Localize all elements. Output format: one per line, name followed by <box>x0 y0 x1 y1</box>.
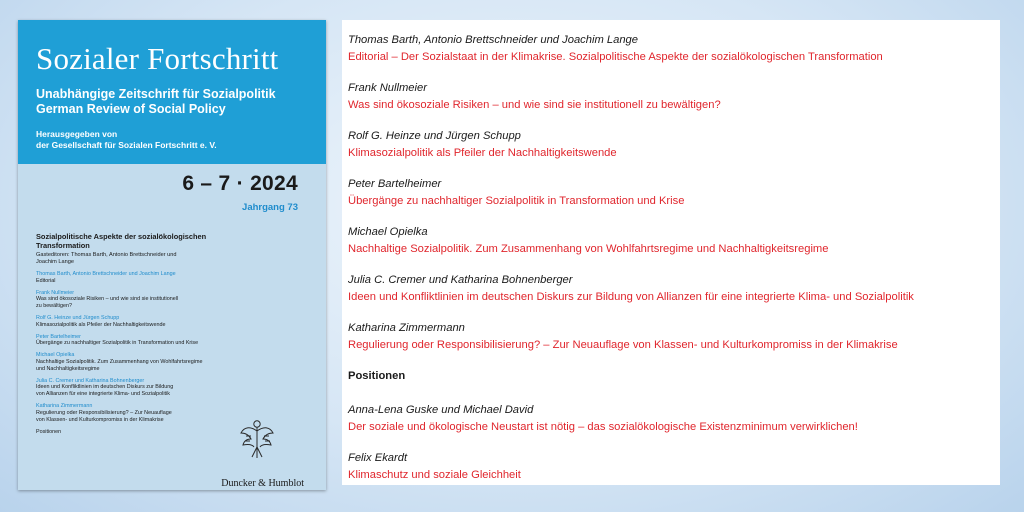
position-author: Felix Ekardt <box>348 452 408 464</box>
article-author: Frank Nullmeier <box>348 82 427 94</box>
article-title: Editorial – Der Sozialstaat in der Klimakrise. Sozialpolitische Aspekte der sozialökologischen Transformation <box>348 51 883 63</box>
cover-toc-author: Frank Nullmeier <box>36 289 75 296</box>
cover-table-of-contents <box>36 232 226 435</box>
article-entry <box>348 225 1000 273</box>
cover-toc-entry <box>36 378 226 398</box>
cover-editor-line1: Herausgegeben von <box>36 129 118 139</box>
article-entry <box>348 177 1000 225</box>
article-entry <box>348 33 1000 81</box>
cover-toc-author: Peter Bartelheimer <box>36 333 81 340</box>
cover-positions-label: Positionen <box>36 429 62 436</box>
cover-header <box>18 20 326 164</box>
article-entry <box>348 81 1000 129</box>
article-entry <box>348 129 1000 177</box>
cover-toc-title: Klimasozialpolitik als Pfeiler der Nachhaltigkeitswende <box>36 321 166 328</box>
cover-toc-title-cont: von Allianzen für eine integrierte Klima- und Sozialpolitik <box>36 391 170 398</box>
article-title: Übergänge zu nachhaltiger Sozialpolitik in Transformation und Krise <box>348 195 685 207</box>
cover-toc-title: Regulierung oder Responsibilisierung? – Zur Neuauflage <box>36 409 172 416</box>
article-author: Thomas Barth, Antonio Brettschneider und Joachim Lange <box>348 34 639 46</box>
article-title: Nachhaltige Sozialpolitik. Zum Zusammenhang von Wohlfahrtsregime und Nachhaltigkeitsregime <box>348 243 829 255</box>
cover-toc-title-cont: von Klassen- und Kulturkompromiss in der Klimakrise <box>36 416 164 423</box>
contents-panel <box>342 20 1000 485</box>
cover-toc-title-cont: und Nachhaltigkeitsregime <box>36 365 100 372</box>
article-entry <box>348 321 1000 369</box>
cover-toc-title: Was sind ökosoziale Risiken – und wie sind sie institutionell <box>36 296 179 303</box>
cover-toc-entry <box>36 315 226 329</box>
cover-toc-entry <box>36 271 226 285</box>
article-author: Julia C. Cremer und Katharina Bohnenberger <box>348 274 573 286</box>
cover-toc-author: Thomas Barth, Antonio Brettschneider und Joachim Lange <box>36 271 176 277</box>
article-title: Regulierung oder Responsibilisierung? – Zur Neuauflage von Klassen- und Kulturkompromiss in der Klimakrise <box>348 339 898 351</box>
article-author: Peter Bartelheimer <box>348 178 442 190</box>
position-title: Klimaschutz und soziale Gleichheit <box>348 469 521 481</box>
article-entry <box>348 273 1000 321</box>
article-title: Was sind ökosoziale Risiken – und wie sind sie institutionell zu bewältigen? <box>348 99 721 111</box>
cover-subtitle-en: German Review of Social Policy <box>36 102 226 116</box>
article-title: Klimasozialpolitik als Pfeiler der Nachhaltigkeitswende <box>348 147 617 159</box>
cover-toc-title-cont: zu bewältigen? <box>36 303 72 310</box>
position-entry <box>348 451 1000 499</box>
position-title: Der soziale und ökologische Neustart ist nötig – das sozialökologische Existenzminimum verwirklichen! <box>348 421 858 433</box>
article-author: Rolf G. Heinze und Jürgen Schupp <box>348 130 521 142</box>
section-heading-positionen: Positionen <box>348 370 406 382</box>
cover-theme-line2: Transformation <box>36 241 90 250</box>
cover-editor-line2: der Gesellschaft für Sozialen Fortschritt e. V. <box>36 139 217 150</box>
cover-subtitle-de: Unabhängige Zeitschrift für Sozialpolitik <box>36 87 276 101</box>
cover-guest-line2: Joachim Lange <box>36 259 74 265</box>
cover-toc-author: Rolf G. Heinze und Jürgen Schupp <box>36 314 120 321</box>
cover-editor <box>36 129 326 150</box>
cover-toc-entry <box>36 352 226 372</box>
cover-toc-author: Julia C. Cremer und Katharina Bohnenberger <box>36 377 145 384</box>
cover-theme-line1: Sozialpolitische Aspekte der sozialökologischen <box>36 232 207 241</box>
cover-guest-editors <box>36 252 226 266</box>
cover-theme <box>36 232 226 250</box>
article-title: Ideen und Konfliktlinien im deutschen Diskurs zur Bildung von Allianzen für eine integrierte Klima- und Sozialpolitik <box>348 291 914 303</box>
article-author: Michael Opielka <box>348 226 428 238</box>
cover-toc-entry <box>36 334 226 348</box>
position-entry <box>348 403 1000 451</box>
cover-guest-line1: Gasteditoren: Thomas Barth, Antonio Brettschneider und <box>36 252 177 258</box>
article-author: Katharina Zimmermann <box>348 322 465 334</box>
cover-toc-title: Editorial <box>36 277 56 284</box>
cover-toc-title: Ideen und Konfliktlinien im deutschen Diskurs zur Bildung <box>36 384 174 391</box>
cover-toc-title: Nachhaltige Sozialpolitik. Zum Zusammenhang von Wohlfahrtsregime <box>36 358 203 365</box>
cover-subtitle <box>36 87 326 117</box>
cover-publisher: Duncker & Humblot <box>221 478 304 489</box>
cover-toc-entry <box>36 403 226 423</box>
journal-cover <box>18 20 326 490</box>
cover-issue-number: 6 – 7 · 2024 <box>182 172 298 195</box>
position-author: Anna-Lena Guske und Michael David <box>348 404 534 416</box>
cover-title: Sozialer Fortschritt <box>36 41 279 76</box>
cover-toc-title: Übergänge zu nachhaltiger Sozialpolitik in Transformation und Krise <box>36 340 199 347</box>
cover-toc-author: Katharina Zimmermann <box>36 402 93 409</box>
cover-toc-entry <box>36 290 226 310</box>
cover-volume: Jahrgang 73 <box>242 202 298 213</box>
publisher-eagle-icon <box>238 417 276 461</box>
cover-toc-author: Michael Opielka <box>36 352 75 359</box>
